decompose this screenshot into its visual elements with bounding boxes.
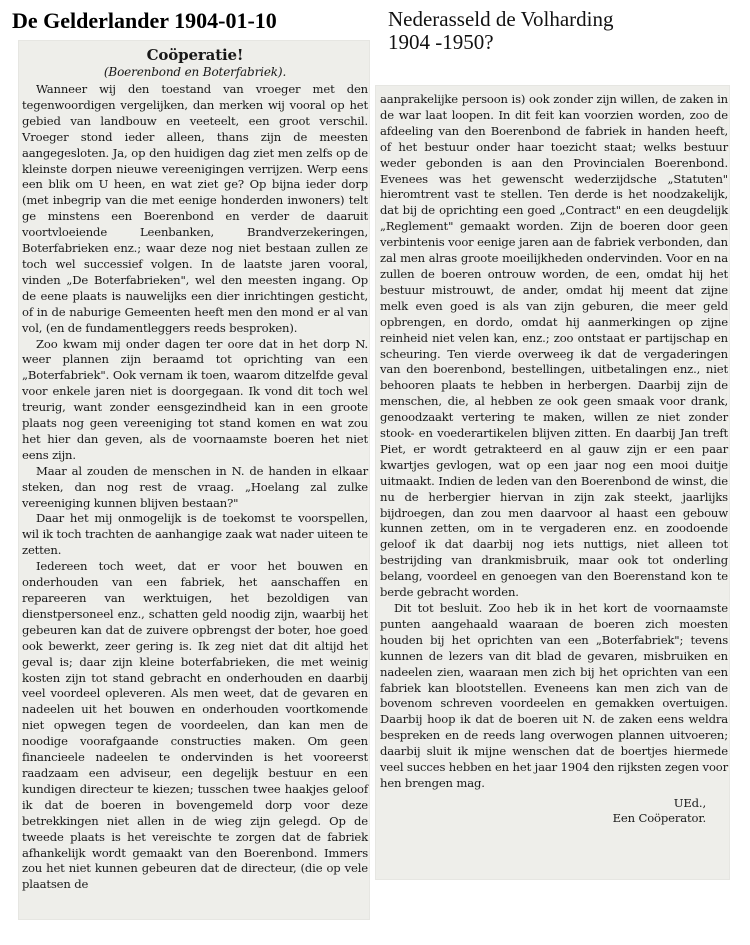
paragraph: Wanneer wij den toestand van vroeger met den tegenwoordigen vergelijken, dan merken wij vooral op het gebied van landbouw en veeteelt, een groot verschil. Vroeger stond ieder alleen, thans zijn de meesten aangegesloten. Ja, op den huidigen dag ziet men zelfs op de kleinste dorpen nieuwe vereenigingen verrijzen. Werp eens een blik om U heen, en wat ziet ge? Op bijna ieder dorp (met inbegrip van die met eenige honderden inwoners) telt ge minstens een Boerenbond en verder de daaruit voortvloeiende Leenbanken, Brandverzekeringen, Boterfabrieken enz.; waar deze nog niet bestaan zullen ze toch wel successief volgen. In de laatste jaren vooral, vinden „De Boterfabrieken", wel den meesten ingang. Op de eene plaats is nauwelijks een dier inrichtingen gesticht, of in de naburige Gemeenten heeft men den mond er al van vol, (en de fundamentleggers reeds besproken). (22, 82, 368, 335)
paragraph: Iedereen toch weet, dat er voor het bouwen en onderhouden van een fabriek, het aanschaffen en repareeren van werktuigen, het bezoldigen van dienstpersoneel enz., schatten geld noodig zijn, waarbij het gebeuren kan dat de zuivere opbrengst der boter, hoe goed ook bewerkt, zeer gering is. Ik zeg niet dat dit altijd het geval is; daar zijn kleine boterfabrieken, die met weinig kosten zijn tot stand gebracht en onderhouden en daarbij veel voordeel opleveren. Als men weet, dat de gevaren en nadeelen uit het bouwen en onderhouden voortkomende niet opwegen tegen de voordeelen, dan kan men de noodige voorafgaande constructies maken. Om geen financieele nadeelen te ondervinden is het vooreerst raadzaam een adviseur, een degelijk bestuur en een kundigen directeur te kiezen; tusschen twee haakjes geloof ik dat de boeren in bovengemeld dorp voor deze betrekkingen niet allen in de wieg zijn gelegd. Op de tweede plaats is het vereischte te zorgen dat de fabriek afhankelijk wordt gemaakt van den Boerenbond. Immers zou het niet kunnen gebeuren dat de directeur, (die op vele plaatsen de (22, 559, 368, 892)
article-subtitle: (Boerenbond en Boterfabriek). (103, 65, 287, 79)
paragraph: Maar al zouden de menschen in N. de handen in elkaar steken, dan nog rest de vraag. „Hoelang zal zulke vereeniging kunnen blijven bestaan?" (22, 463, 368, 510)
paragraph: Zoo kwam mij onder dagen ter oore dat in het dorp N. weer plannen zijn beraamd tot oprichting van een „Boterfabriek". Ook vernam ik toen, waarom ditzelfde geval voor enkele jaren niet is doorgegaan. Ik vond dit toch wel treurig, want zonder eensgezindheid kan in een groote plaats nog geen vereeniging tot stand komen en wat zou het hier dan geven, als de voornaamste boeren het niet eens zijn. (22, 336, 368, 462)
article-column-left (22, 46, 368, 893)
clipping-caption (388, 8, 614, 54)
salutation: UEd., (673, 795, 706, 810)
caption-line-2: 1904 -1950? (388, 30, 494, 54)
paragraph: aanprakelijke persoon is) ook zonder zijn willen, de zaken in de war laat loopen. In dit feit kan voorzien worden, zoo de afdeeling van den Boerenbond de fabriek in handen heeft, of het bestuur onder haar toezicht staat; welks bestuur weder gebonden is aan den Provincialen Boerenbond. Evenees was het gewenscht wederzijdsche „Statuten" hieromtrent vast te stellen. Ten derde is het noodzakelijk, dat bij de oprichting een goed „Contract" en een deugdelijk „Reglement" gemaakt worden. Zijn de boeren door geen verbintenis voor eenige jaren aan de fabriek verbonden, dan zal men alras groote moeilijkheden ondervinden. Voor en na zullen de boeren ontrouw worden, de een, omdat hij het bestuur mistrouwt, de ander, omdat hij meent dat zijne melk even goed is als van zijn geburen, die meer geld opbrengen, en dordo, omdat hij aanmerkingen op zijne reinheid niet velen kan, enz.; zoo ontstaat er partijschap en scheuring. Ten vierde overweeg ik dat de vergaderingen van den boerenbond, bestellingen, uitbetalingen enz., niet behooren plaats te hebben in herbergen. Daarbij zijn de menschen, die, al hebben ze ook geen smaak voor drank, genoodzaakt vertering te maken, willen ze niet zonder stook- en voederartikelen blijven zitten. En daarbij Jan treft Piet, er wordt getrakteerd en al gauw zijn er een paar kwartjes gevlogen, wat op een jaar nog een mooi duitje uitmaakt. Indien de leden van den Boerenbond de winst, die nu de herbergier hiervan in zijn zak steekt, jaarlijks bijdroegen, dan zou men daarvoor al haast een gebouw kunnen zetten, om in te vergaderen enz. en zoodoende geloof ik dat daarbij nog iets nuttigs, niet alleen tot bestrijding van drankmisbruik, maar ook tot onderling belang, voordeel en genoegen van den Boerenstand kon te berde gebracht worden. (380, 92, 728, 600)
article-column-right (380, 92, 728, 826)
article-title: Coöperatie! (146, 46, 244, 64)
clipping-source-title: De Gelderlander 1904-01-10 (12, 8, 277, 33)
paragraph: Daar het mij onmogelijk is de toekomst te voorspellen, wil ik toch trachten de aanhangige zaak wat nader uiteen te zetten. (22, 511, 368, 558)
caption-line-1: Nederasseld de Volharding (388, 7, 614, 31)
signature-block (380, 796, 728, 826)
paragraph: Dit tot besluit. Zoo heb ik in het kort de voornaamste punten aangehaald waaraan de boeren zich moesten houden bij het oprichten van een „Boterfabriek"; tevens kunnen de lezers van dit blad de gevaren, misbruiken en nadeelen zien, waaraan men zich bij het oprichten van een fabriek kan blootstellen. Eveneens kan men zich van de bovenom schreven voordeelen en gemakken overtuigen. Daarbij hoop ik dat de boeren uit N. de zaken eens weldra bespreken en de reeds lang overwogen plannen uitvoeren; daarbij sluit ik mijne wenschen dat de boertjes hiermede veel succes hebben en het jaar 1904 den rijksten zegen voor hen brengen mag. (380, 601, 728, 790)
author-signature: Een Coöperator. (612, 810, 706, 825)
